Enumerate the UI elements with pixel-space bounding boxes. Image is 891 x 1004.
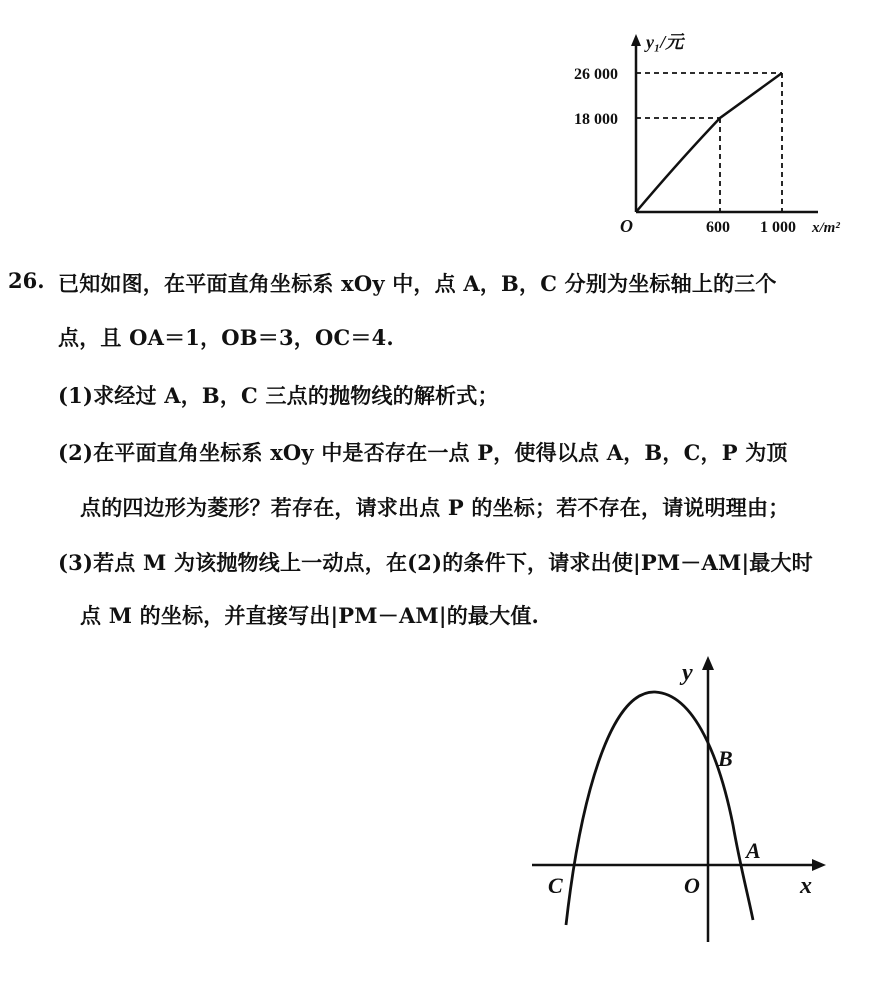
point-c-label: C <box>548 873 563 898</box>
y-axis-arrow-icon <box>631 34 641 46</box>
parabola-diagram <box>520 650 840 950</box>
x-axis-arrow-icon <box>812 859 826 871</box>
y-axis-label: y₁/元 <box>646 32 684 52</box>
point-a-label: A <box>746 838 761 863</box>
question-line-1: 已知如图，在平面直角坐标系 xOy 中，点 A，B，C 分别为坐标轴上的三个 <box>58 271 777 296</box>
question-part-2: (2)在平面直角坐标系 xOy 中是否存在一点 P，使得以点 A，B，C，P 为顶 <box>58 440 788 465</box>
question-part-3: (3)若点 M 为该抛物线上一动点，在(2)的条件下，请求出使|PM－AM|最大时 <box>58 550 813 575</box>
question-number: 26. <box>8 268 45 293</box>
question-part-1: (1)求经过 A，B，C 三点的抛物线的解析式； <box>58 383 499 408</box>
x-axis-label: x/m² <box>812 220 840 236</box>
origin-label: O <box>620 216 633 236</box>
x-tick-1000: 1 000 <box>760 219 796 236</box>
y-label: y <box>682 660 693 686</box>
y-tick-26000: 26 000 <box>574 66 618 83</box>
question-line-2: 点，且 OA＝1，OB＝3，OC＝4. <box>58 325 394 350</box>
question-part-2-cont: 点的四边形为菱形？若存在，请求出点 P 的坐标；若不存在，请说明理由； <box>80 495 790 520</box>
parabola-curve <box>566 692 753 925</box>
cost-area-graph <box>560 30 860 245</box>
origin-label: O <box>684 873 700 898</box>
y-tick-18000: 18 000 <box>574 111 618 128</box>
x-label: x <box>800 873 812 899</box>
question-part-3-cont: 点 M 的坐标，并直接写出|PM－AM|的最大值. <box>80 603 540 628</box>
y-axis-arrow-icon <box>702 656 714 670</box>
x-tick-600: 600 <box>706 219 730 236</box>
cost-curve <box>636 73 782 212</box>
point-b-label: B <box>718 746 733 771</box>
